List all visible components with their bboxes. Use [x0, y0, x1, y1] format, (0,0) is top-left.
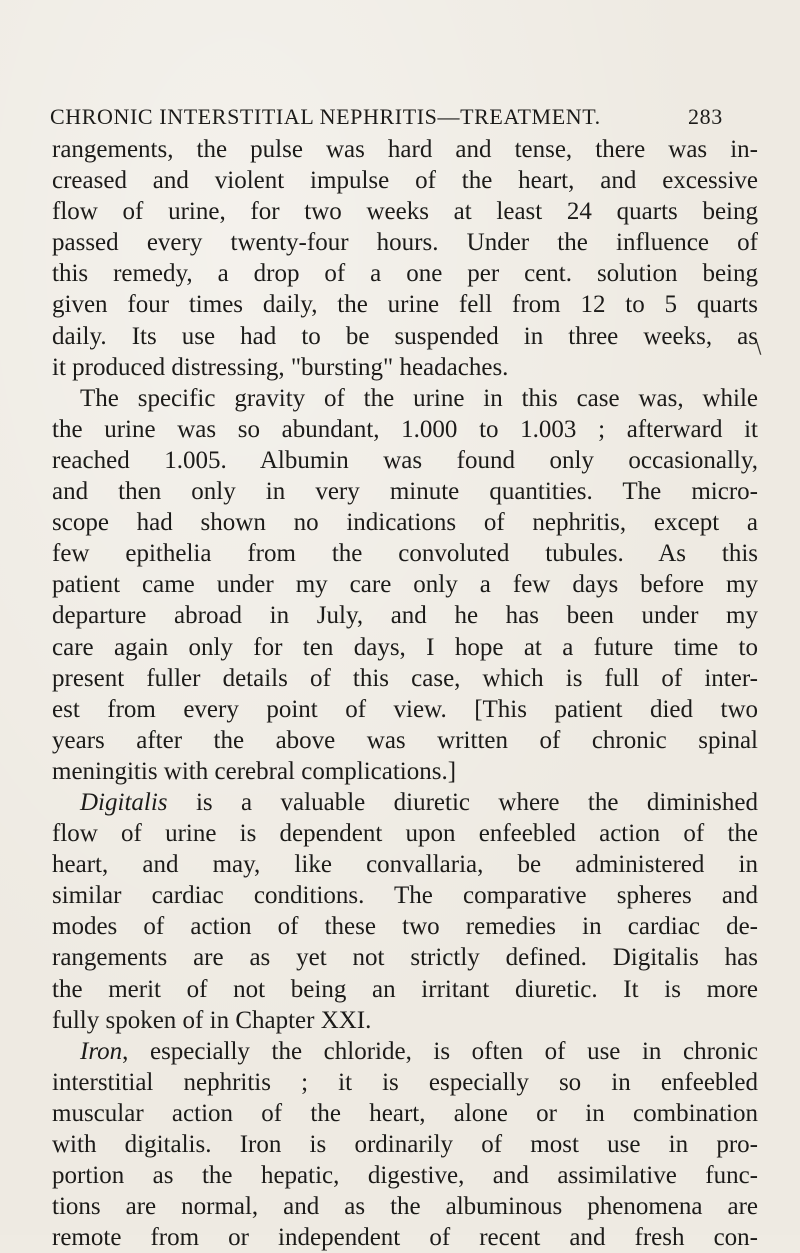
term-digitalis: Digitalis [80, 788, 168, 816]
text-line: the merit of not being an irritant diuretic. It is more [52, 975, 758, 1003]
text-line: The specific gravity of the urine in this case was, while [80, 384, 758, 412]
text-line: meningitis with cerebral complications.] [52, 757, 457, 785]
paragraph-digitalis [52, 787, 758, 818]
text-line: rangements, the pulse was hard and tense, there was in- [52, 136, 758, 163]
text-line: the urine was so abundant, 1.000 to 1.003 ; afterward it [52, 415, 758, 443]
running-title: CHRONIC INTERSTITIAL NEPHRITIS—TREATMENT. [50, 104, 601, 129]
text-line: flow of urine, for two weeks at least 24 quarts being [52, 198, 758, 226]
text-line: rangements are as yet not strictly defined. Digitalis has [52, 944, 758, 972]
text-line: modes of action of these two remedies in cardiac de- [52, 913, 758, 941]
text-line: scope had shown no indications of nephritis, except a [52, 509, 758, 537]
text-line: reached 1.005. Albumin was found only occasionally, [52, 446, 758, 474]
text-line: few epithelia from the convoluted tubules. As this [52, 540, 758, 568]
paragraph-iron [52, 1036, 758, 1067]
text-line: passed every twenty-four hours. Under the influence of [52, 229, 758, 257]
text-line: daily. Its use had to be suspended in three weeks, as [52, 322, 758, 350]
text-line: with digitalis. Iron is ordinarily of most use in pro- [52, 1131, 758, 1158]
text-line: tions are normal, and as the albuminous phenomena are [52, 1193, 758, 1221]
text-line: it produced distressing, "bursting" headaches. [52, 353, 509, 381]
text-line: fully spoken of in Chapter XXI. [52, 1006, 372, 1034]
text-line: and then only in very minute quantities. The micro- [52, 478, 758, 506]
text-line: heart, and may, like convallaria, be administered in [52, 851, 758, 879]
text-line: given four times daily, the urine fell from 12 to 5 quarts [52, 291, 758, 319]
text-line: is a valuable diuretic where the diminished [167, 788, 758, 816]
text-line: similar cardiac conditions. The comparative spheres and [52, 882, 758, 910]
text-line: patient came under my care only a few days before my [52, 571, 758, 599]
text-line: remote from or independent of recent and fresh con- [52, 1224, 758, 1252]
margin-mark: \ [756, 338, 762, 357]
text-line: present fuller details of this case, which is full of inter- [52, 664, 758, 692]
text-line: flow of urine is dependent upon enfeebled action of the [52, 820, 758, 848]
page-number: 283 [688, 104, 723, 129]
text-line: est from every point of view. [This patient died two [52, 695, 758, 723]
text-line: care again only for ten days, I hope at a future time to [52, 633, 758, 661]
text-line: muscular action of the heart, alone or in combination [52, 1099, 758, 1127]
text-line: this remedy, a drop of a one per cent. solution being [52, 260, 758, 288]
text-line: , especially the chloride, is often of use in chronic [122, 1037, 758, 1065]
text-line: creased and violent impulse of the heart, and excessive [52, 167, 758, 195]
body-text [52, 134, 758, 1253]
text-line: departure abroad in July, and he has been under my [52, 602, 758, 630]
text-line: interstitial nephritis ; it is especially so in enfeebled [52, 1068, 758, 1096]
text-line: portion as the hepatic, digestive, and assimilative func- [52, 1162, 758, 1190]
term-iron: Iron [80, 1037, 123, 1065]
running-head [50, 104, 750, 134]
text-line: years after the above was written of chronic spinal [52, 726, 758, 754]
